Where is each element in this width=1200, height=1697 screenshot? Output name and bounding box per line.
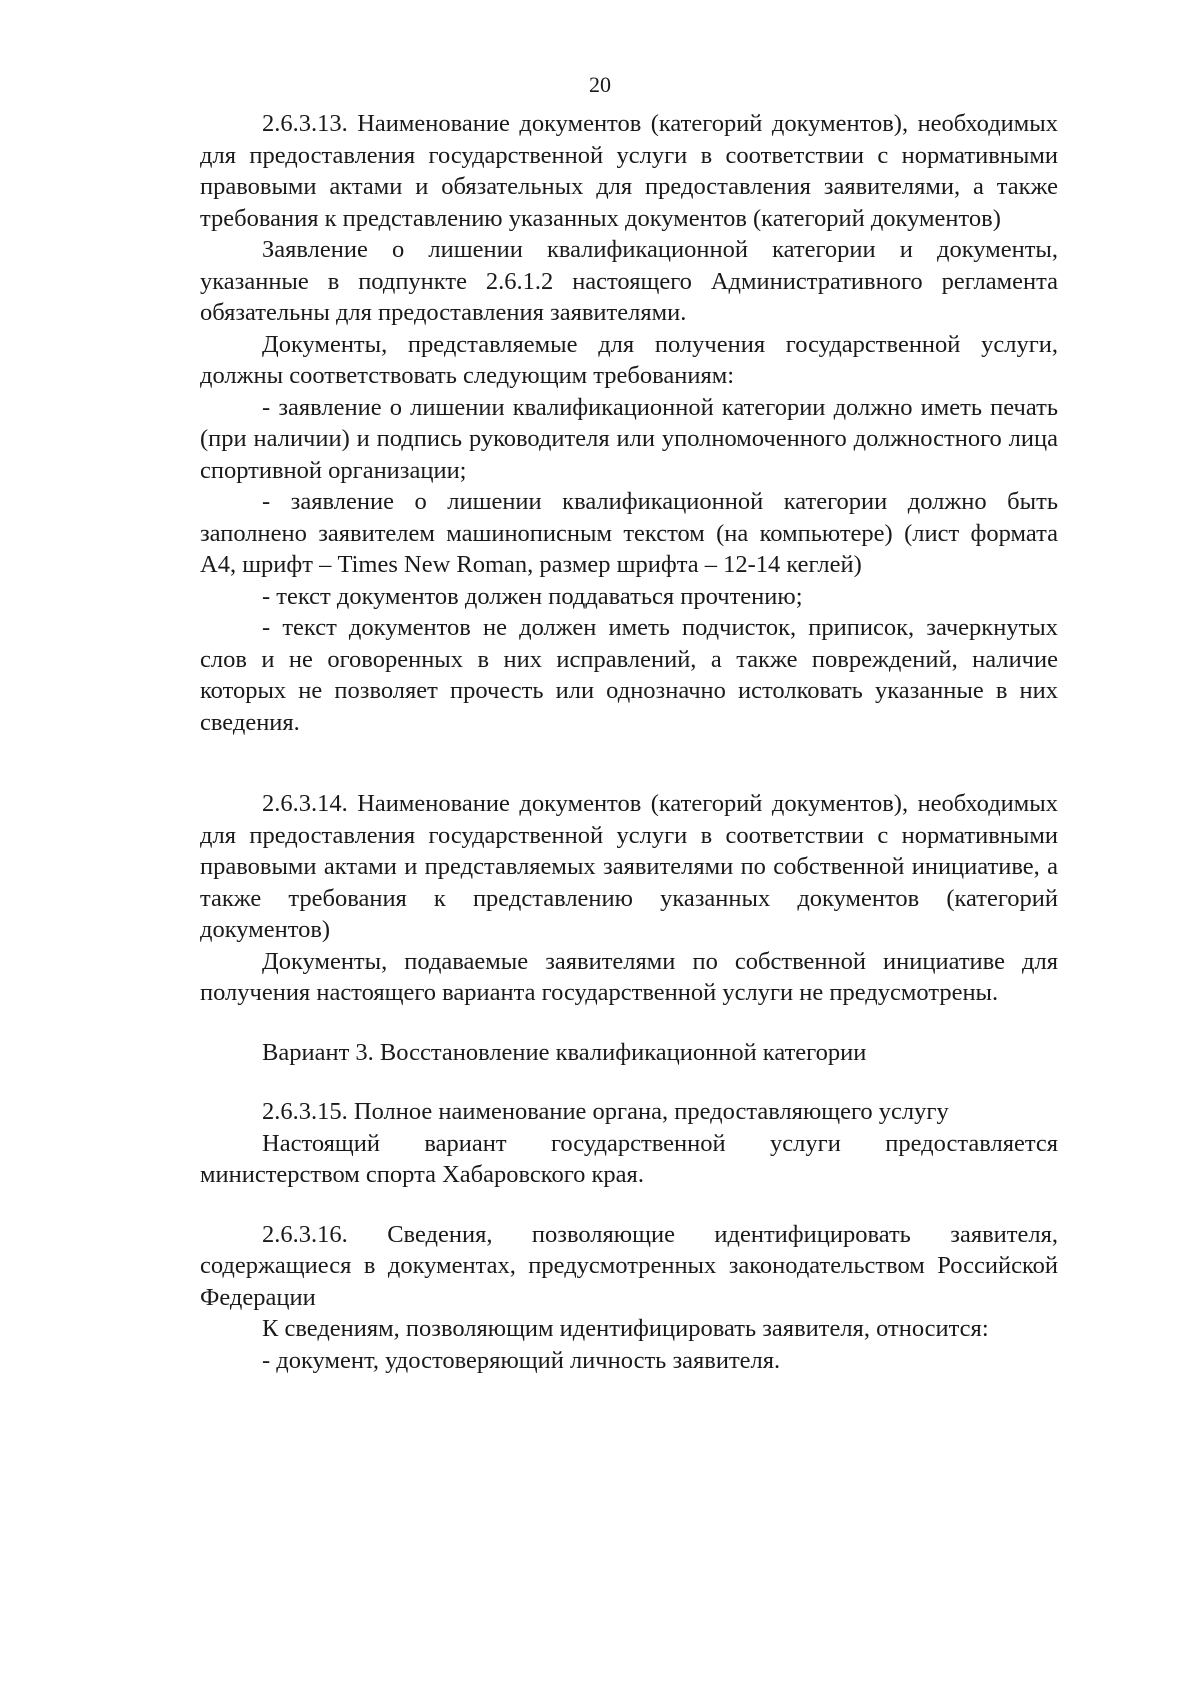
spacer — [200, 738, 1058, 788]
paragraph: Документы, подаваемые заявителями по собственной инициативе для получения настоящего варианта государственной услуги не предусмотрены. — [200, 947, 1058, 1006]
section-heading-2-6-3-14: 2.6.3.14. Наименование документов (категорий документов), необходимых для предоставления государственной услуги в соответствии с нормативными правовыми актами и представляемых заявителями по собственной инициативе, а также требования к представлению указанных документов (категорий документов) — [200, 790, 1058, 943]
page-number: 20 — [589, 72, 611, 97]
paragraph: Настоящий вариант государственной услуги предоставляется министерством спорта Хабаровского края. — [200, 1129, 1058, 1188]
paragraph: Заявление о лишении квалификационной категории и документы, указанные в подпункте 2.6.1.2 настоящего Административного регламента обязательны для предоставления заявителями. — [200, 236, 1058, 326]
list-item: - текст документов не должен иметь подчисток, приписок, зачеркнутых слов и не оговоренных в них исправлений, а также повреждений, наличие которых не позволяет прочесть или однозначно истолковать указанные в них сведения. — [200, 614, 1058, 736]
spacer — [200, 1009, 1058, 1037]
paragraph: Документы, представляемые для получения государственной услуги, должны соответствовать следующим требованиям: — [200, 330, 1058, 389]
variant-heading: Вариант 3. Восстановление квалификационной категории — [262, 1038, 867, 1066]
section-heading-2-6-3-16: 2.6.3.16. Сведения, позволяющие идентифицировать заявителя, содержащиеся в документах, предусмотренных законодательством Российской Федерации — [200, 1220, 1058, 1311]
spacer — [200, 1068, 1058, 1096]
document-body — [200, 108, 1058, 1376]
spacer — [200, 1191, 1058, 1219]
list-item: - документ, удостоверяющий личность заявителя. — [262, 1346, 781, 1374]
list-item: - заявление о лишении квалификационной категории должно быть заполнено заявителем машинописным текстом (на компьютере) (лист формата А4, шрифт – Times New Roman, размер шрифта – 12-14 кеглей) — [200, 488, 1058, 578]
section-heading-2-6-3-13: 2.6.3.13. Наименование документов (категорий документов), необходимых для предоставления государственной услуги в соответствии с нормативными правовыми актами и обязательных для предоставления заявителями, а также требования к представлению указанных документов (категорий документов) — [200, 110, 1058, 232]
list-item: - текст документов должен поддаваться прочтению; — [262, 582, 803, 610]
section-heading-2-6-3-15: 2.6.3.15. Полное наименование органа, предоставляющего услугу — [262, 1098, 949, 1125]
list-item: - заявление о лишении квалификационной категории должно иметь печать (при наличии) и подпись руководителя или уполномоченного должностного лица спортивной организации; — [200, 393, 1058, 484]
paragraph: К сведениям, позволяющим идентифицировать заявителя, относится: — [262, 1315, 989, 1342]
